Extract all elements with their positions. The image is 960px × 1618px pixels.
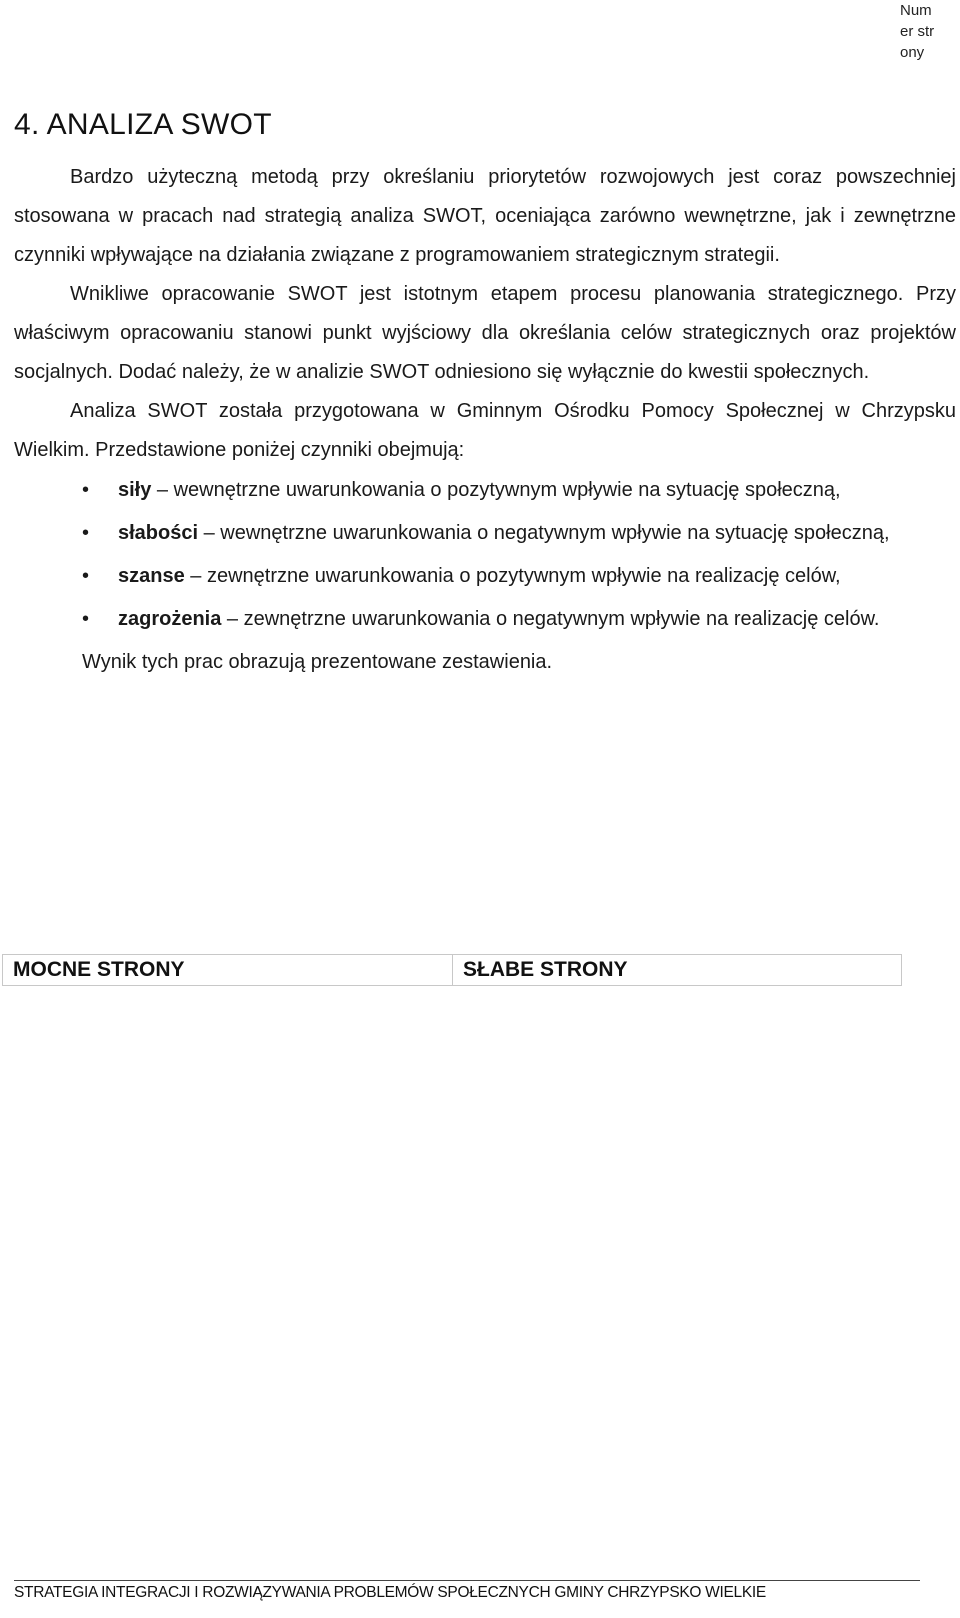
section-heading: 4. ANALIZA SWOT	[14, 108, 272, 141]
list-item-opportunities	[14, 556, 956, 596]
paragraph-swot-importance: Wnikliwe opracowanie SWOT jest istotnym etapem procesu planowania strategicznego. Przy właściwym opracowaniu stanowi punkt wyjściowy dla określania celów strategicznych oraz projektów socjalnych. Dodać należy, że w analizie SWOT odniesiono się wyłącznie do kwestii społecznych.	[14, 283, 956, 383]
paragraph-swot-preparation: Analiza SWOT została przygotowana w Gminnym Ośrodku Pomocy Społecznej w Chrzypsku Wielkim. Przedstawione poniżej czynniki obejmują:	[14, 400, 956, 461]
bullet-icon: •	[82, 522, 90, 544]
bullet-icon: •	[82, 565, 90, 587]
footer-divider	[14, 1580, 920, 1581]
weaknesses-header: SŁABE STRONY	[452, 955, 901, 985]
term-dash: –	[184, 565, 207, 587]
term-weaknesses: słabości	[118, 522, 199, 544]
closing-sentence: Wynik tych prac obrazują prezentowane zestawienia.	[82, 651, 553, 673]
factors-list	[14, 470, 956, 639]
list-item-strengths	[14, 470, 956, 510]
strengths-header: MOCNE STRONY	[13, 958, 185, 981]
term-threats: zagrożenia	[118, 608, 222, 630]
term-dash: –	[151, 479, 174, 501]
list-item-weaknesses	[14, 513, 956, 553]
paragraph-intro: Bardzo użyteczną metodą przy określaniu priorytetów rozwojowych jest coraz powszechniej stosowana w pracach nad strategią analiza SWOT, oceniająca zarówno wewnętrzne, jak i zewnętrzne czynniki wpływające na działania związane z programowaniem strategicznym strategii.	[14, 166, 956, 266]
swot-table	[2, 954, 902, 986]
bullet-icon: •	[82, 479, 90, 501]
definition-weaknesses: wewnętrzne uwarunkowania o negatywnym wpływie na sytuację społeczną,	[220, 522, 890, 544]
term-dash: –	[198, 522, 221, 544]
term-dash: –	[221, 608, 244, 630]
document-body	[14, 158, 956, 682]
definition-threats: zewnętrzne uwarunkowania o negatywnym wpływie na realizację celów.	[243, 608, 880, 630]
definition-opportunities: zewnętrzne uwarunkowania o pozytywnym wpływie na realizację celów,	[206, 565, 841, 587]
term-opportunities: szanse	[118, 565, 185, 587]
list-item-threats	[14, 599, 956, 639]
page-footer: STRATEGIA INTEGRACJI I ROZWIĄZYWANIA PROBLEMÓW SPOŁECZNYCH GMINY CHRZYPSKO WIELKIE	[14, 1584, 766, 1601]
definition-strengths: wewnętrzne uwarunkowania o pozytywnym wpływie na sytuację społeczną,	[173, 479, 841, 501]
page-number: Numer strony	[900, 2, 935, 61]
bullet-icon: •	[82, 608, 90, 630]
term-strengths: siły	[118, 479, 152, 501]
